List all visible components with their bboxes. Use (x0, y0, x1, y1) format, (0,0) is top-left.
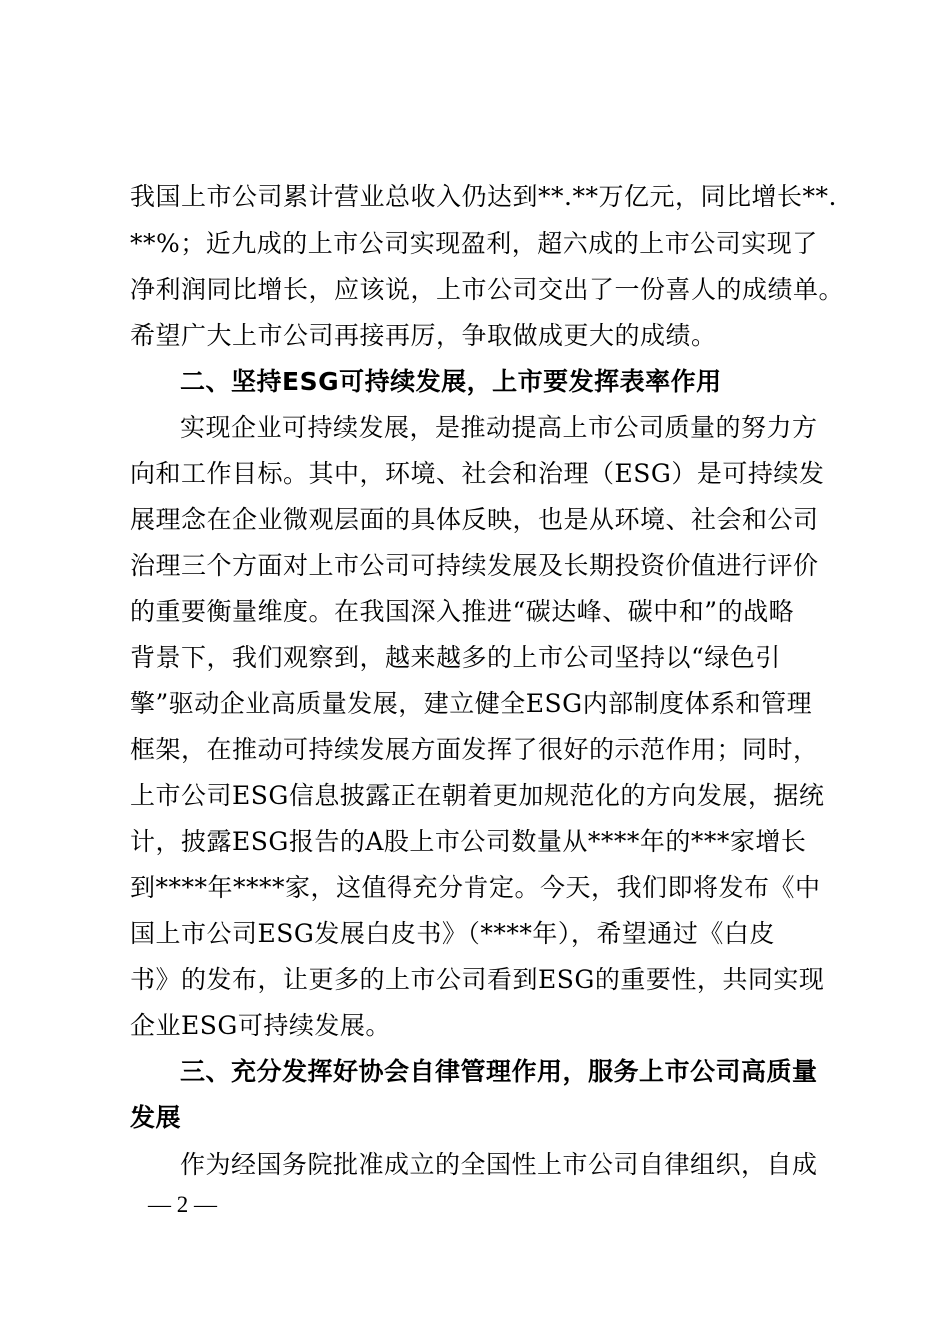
body-line: 向和工作目标。其中，环境、社会和治理（ESG）是可持续发 (130, 459, 825, 488)
section-heading-3: 三、充分发挥好协会自律管理作用，服务上市公司高质量 (180, 1057, 818, 1086)
body-line: 希望广大上市公司再接再厉，争取做成更大的成绩。 (130, 321, 717, 350)
body-line: 我国上市公司累计营业总收入仍达到**.**万亿元，同比增长**. (130, 182, 837, 211)
body-line: 国上市公司ESG发展白皮书》（****年），希望通过《白皮 (130, 919, 775, 948)
body-line: 治理三个方面对上市公司可持续发展及长期投资价值进行评价 (130, 551, 819, 580)
body-line: 作为经国务院批准成立的全国性上市公司自律组织，自成 (180, 1150, 818, 1179)
body-line: **%；近九成的上市公司实现盈利，超六成的上市公司实现了 (130, 229, 818, 258)
body-line: 到****年****家，这值得充分肯定。今天，我们即将发布《中 (130, 873, 821, 902)
body-line: 上市公司ESG信息披露正在朝着更加规范化的方向发展，据统 (130, 781, 825, 810)
body-line: 实现企业可持续发展，是推动提高上市公司质量的努力方 (180, 413, 818, 442)
body-line: 背景下，我们观察到，越来越多的上市公司坚持以“绿色引 (130, 643, 781, 672)
section-heading-2: 二、坚持ESG可持续发展，上市要发挥表率作用 (180, 367, 722, 396)
body-line: 框架，在推动可持续发展方面发挥了很好的示范作用；同时， (130, 735, 819, 764)
body-line: 计，披露ESG报告的A股上市公司数量从****年的***家增长 (130, 827, 807, 856)
body-line: 展理念在企业微观层面的具体反映，也是从环境、社会和公司 (130, 505, 819, 534)
page-number: — 2 — (148, 1192, 217, 1217)
body-line: 书》的发布，让更多的上市公司看到ESG的重要性，共同实现 (130, 965, 825, 994)
body-line: 净利润同比增长，应该说，上市公司交出了一份喜人的成绩单。 (130, 275, 845, 304)
section-heading-3-continued: 发展 (130, 1103, 182, 1132)
body-line: 擎”驱动企业高质量发展，建立健全ESG内部制度体系和管理 (130, 689, 813, 718)
body-line: 的重要衡量维度。在我国深入推进“碳达峰、碳中和”的战略 (130, 597, 795, 626)
body-line: 企业ESG可持续发展。 (130, 1011, 391, 1040)
